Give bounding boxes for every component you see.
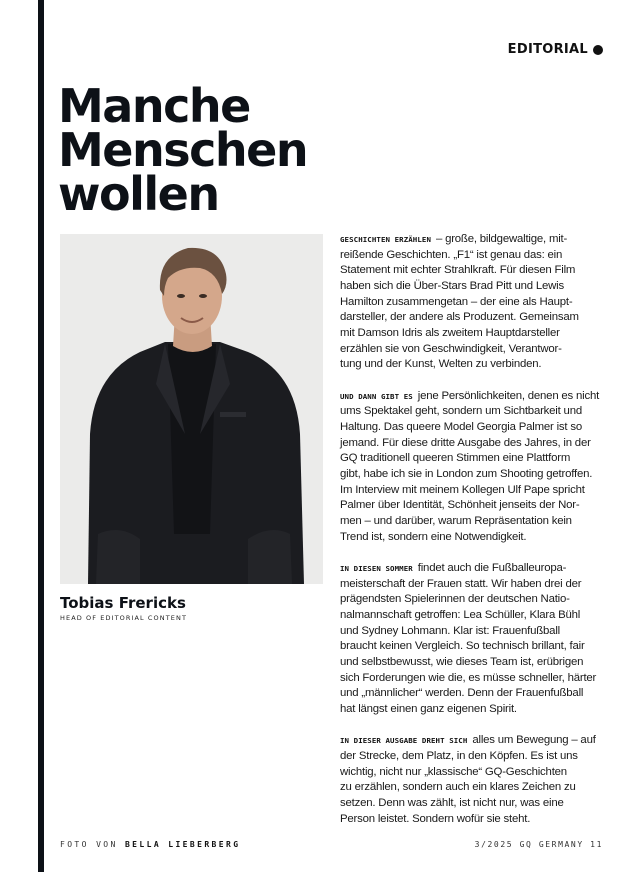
text-line: Im Interview mit meinem Kollegen Ulf Pape spricht xyxy=(340,483,585,496)
bullet-dot-icon xyxy=(593,45,603,55)
text-line: reißende Geschichten. „F1“ ist genau das: ein xyxy=(340,248,563,261)
paragraph-lead: IN DIESEN SOMMER xyxy=(340,564,413,574)
headline-line: wollen xyxy=(58,167,219,221)
paragraph xyxy=(340,733,608,827)
photo-credit xyxy=(60,840,240,849)
text-line: jene Persönlichkeiten, denen es nicht xyxy=(417,389,600,402)
text-line: zu erzählen, sondern auch ein klares Zeichen zu xyxy=(340,781,576,794)
text-line: gibt, habe ich sie in London zum Shooting getroffen. xyxy=(340,467,593,480)
text-line: alles um Bewegung – auf xyxy=(472,734,596,747)
text-line: jemand. Für diese dritte Ausgabe des Jahres, in der xyxy=(340,436,591,449)
headline-line: Menschen xyxy=(58,123,308,177)
text-line: GQ traditionell queeren Stimmen eine Plattform xyxy=(340,452,571,465)
text-line: tung und der Kunst, Welten zu verbinden. xyxy=(340,358,542,371)
paragraph xyxy=(340,389,608,546)
text-line: prägendsten Spielerinnen der deutschen Natio- xyxy=(340,593,570,606)
text-line: Person leistet. Sondern wofür sie steht. xyxy=(340,812,531,825)
left-margin-rule xyxy=(38,0,44,872)
section-label xyxy=(508,42,603,57)
text-line: wichtig, nicht nur „klassische“ GQ-Geschichten xyxy=(340,765,567,778)
editorial-body xyxy=(340,232,608,843)
section-label-text: EDITORIAL xyxy=(507,42,588,57)
paragraph xyxy=(340,561,608,718)
text-line: und selbstbewusst, wie dieses Team ist, erübrigen xyxy=(340,656,584,668)
paragraph-lead: IN DIESER AUSGABE DREHT SICH xyxy=(340,736,468,746)
text-line: Hamilton zusammengetan – der eine als Haupt- xyxy=(340,295,573,308)
text-line: sich Forderungen wie die, es müsse schneller, härter xyxy=(340,671,597,684)
text-line: ums Spektakel geht, sondern um Sichtbarkeit und xyxy=(340,405,582,418)
text-line: setzen. Denn was zählt, ist nicht nur, was eine xyxy=(340,797,564,810)
headline xyxy=(58,79,358,221)
text-line: hat längst einen ganz eigenen Spirit. xyxy=(340,702,517,715)
photo-credit-prefix: FOTO VON xyxy=(60,840,118,849)
paragraph-lead: UND DANN GIBT ES xyxy=(340,391,413,401)
text-line: – große, bildgewaltige, mit- xyxy=(435,233,568,245)
text-line: und Sydney Lohmann. Klar ist: Frauenfußball xyxy=(340,624,560,637)
text-line: Trend ist, sondern eine Notwendigkeit. xyxy=(340,530,527,543)
author-name: Tobias Frericks xyxy=(60,594,186,612)
paragraph xyxy=(340,232,608,373)
text-line: braucht keinen Vergleich. So technisch brillant, fair xyxy=(340,640,585,653)
text-line: erzählen sie von Geschwindigkeit, Verantwor- xyxy=(340,342,562,355)
paragraph-lead: GESCHICHTEN ERZÄHLEN xyxy=(340,235,431,244)
headline-line: Manche xyxy=(58,79,250,133)
text-line: Statement mit echter Strahlkraft. Für diesen Film xyxy=(340,264,576,277)
text-line: findet auch die Fußballeuropa- xyxy=(417,562,567,575)
photographer-name: BELLA LIEBERBERG xyxy=(124,840,241,849)
text-line: haben sich die Über-Stars Brad Pitt und Lewis xyxy=(340,279,564,292)
page-folio: 3/2025 GQ GERMANY 11 xyxy=(474,840,603,849)
text-line: meisterschaft der Frauen statt. Wir haben drei der xyxy=(340,577,582,590)
portrait-photo xyxy=(60,234,323,584)
text-line: Haltung. Das queere Model Georgia Palmer ist so xyxy=(340,421,582,434)
portrait-illustration xyxy=(60,234,323,584)
text-line: nalmannschaft getroffen: Lea Schüller, Klara Bühl xyxy=(340,609,581,622)
text-line: mit Damson Idris als zweitem Hauptdarsteller xyxy=(340,326,560,339)
text-line: der Strecke, dem Platz, in den Köpfen. Es ist uns xyxy=(340,750,578,763)
author-role: HEAD OF EDITORIAL CONTENT xyxy=(60,614,188,622)
text-line: men – und darüber, warum Repräsentation kein xyxy=(340,514,572,527)
text-line: Palmer über Identität, Schönheit jenseits der Nor- xyxy=(340,499,580,512)
text-line: darsteller, der andere als Produzent. Gemeinsam xyxy=(340,311,579,324)
text-line: und „männlicher“ werden. Denn der Frauenfußball xyxy=(340,687,584,700)
